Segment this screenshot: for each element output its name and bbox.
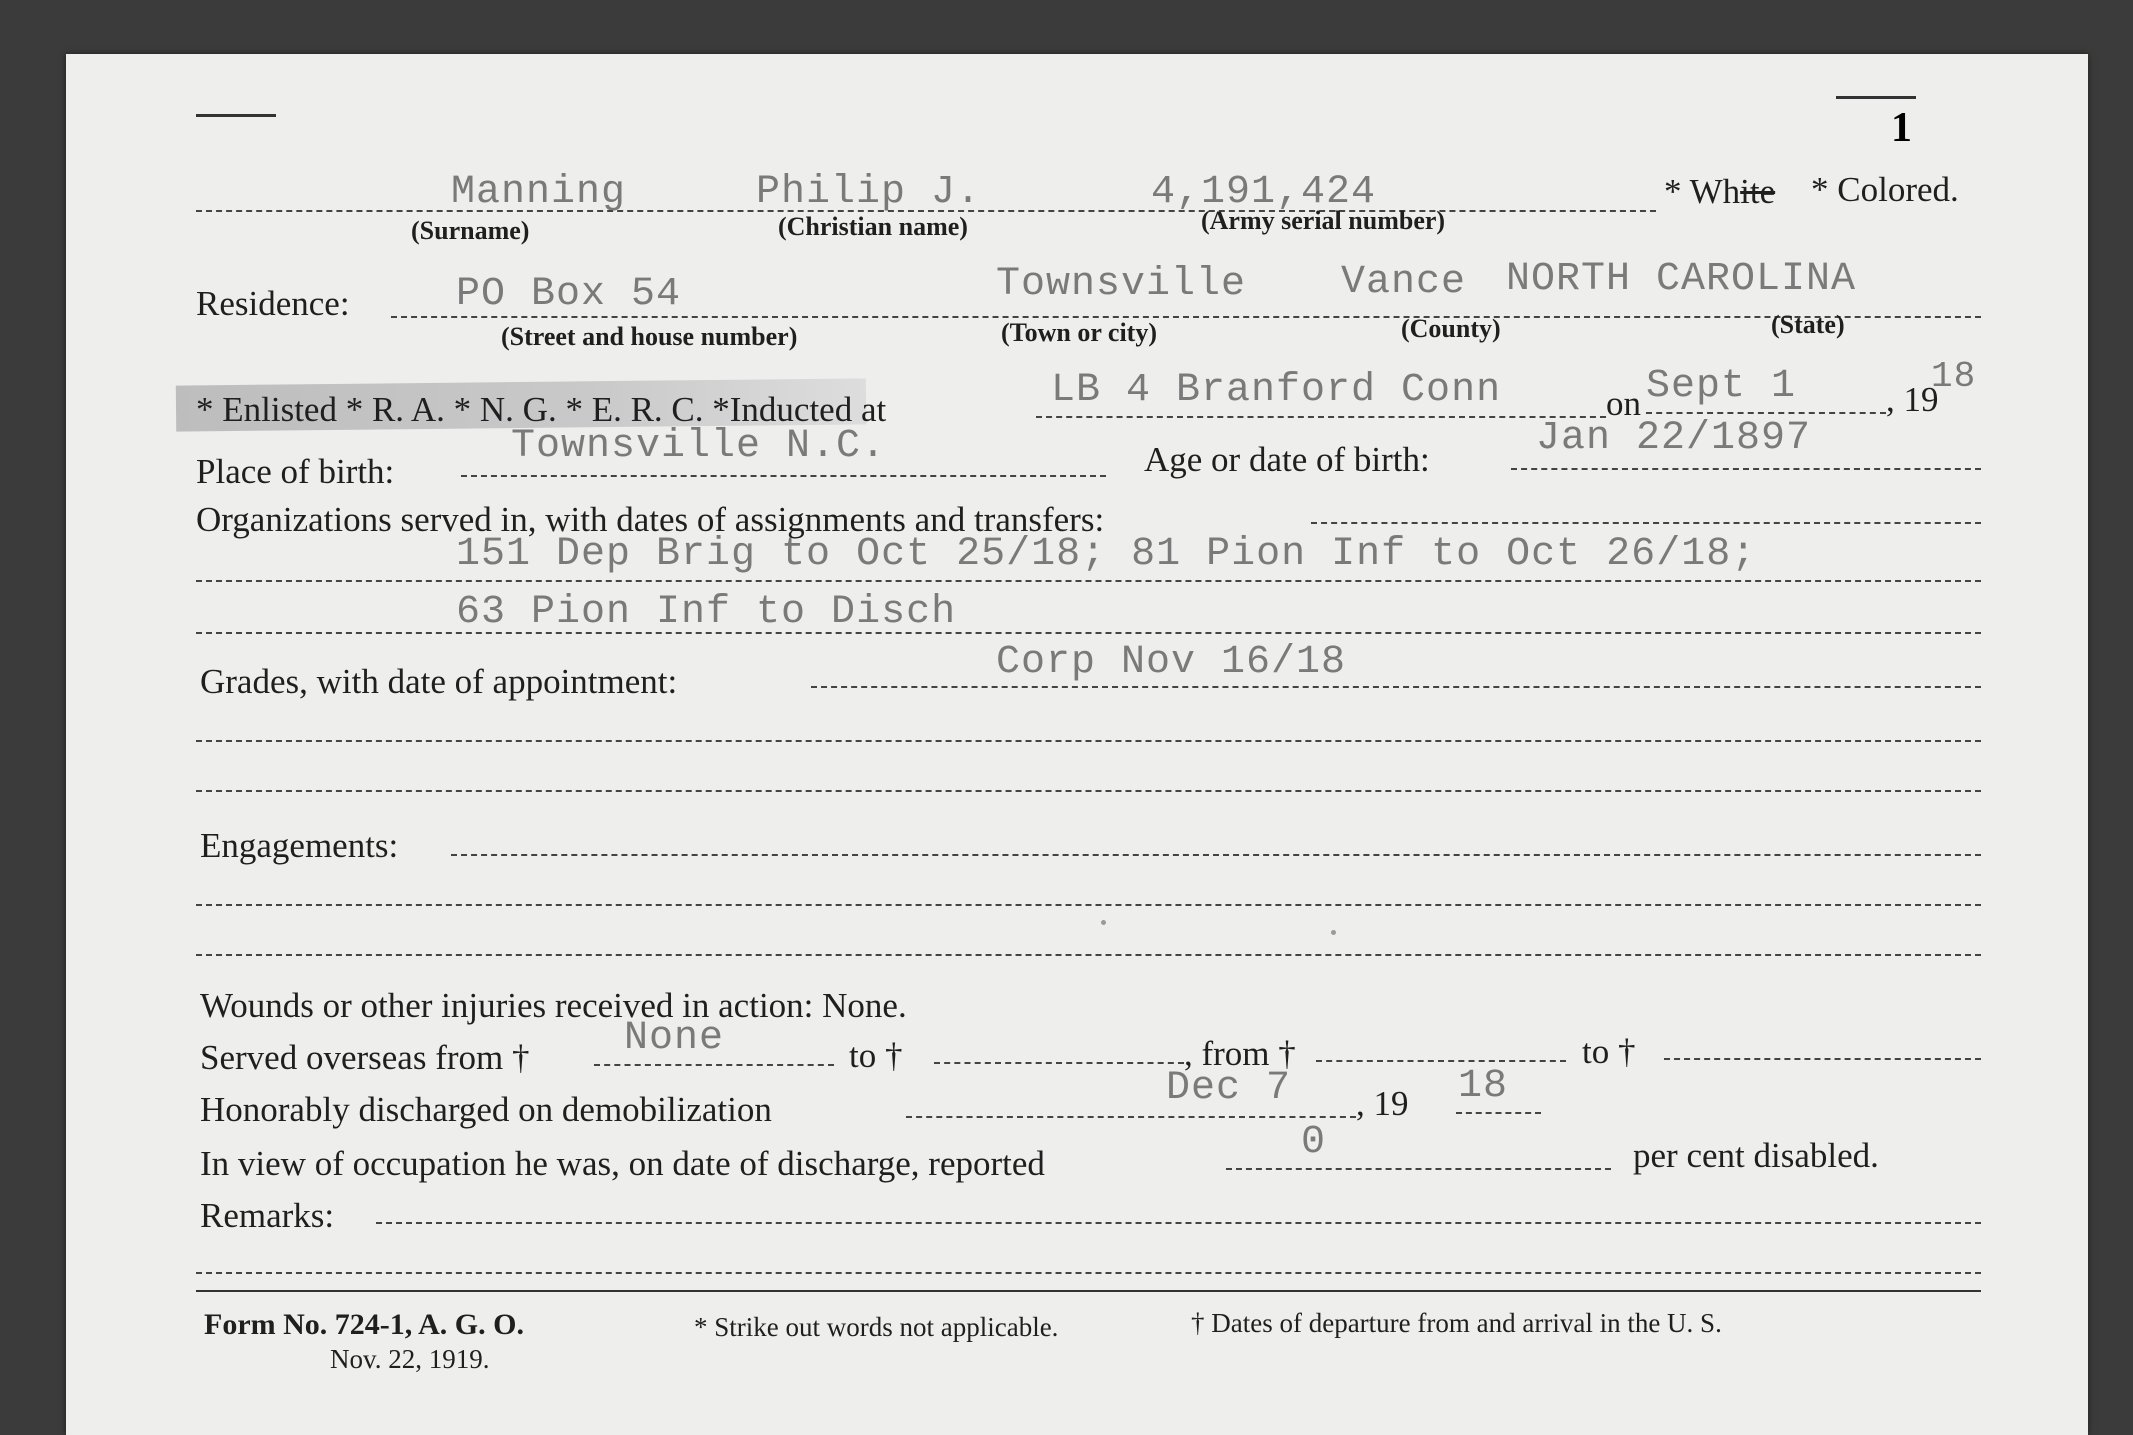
organizations-line-0 bbox=[1311, 522, 1981, 524]
disability-label: In view of occupation he was, on date of discharge, reported bbox=[200, 1144, 1045, 1183]
form-number: Form No. 724-1, A. G. O. bbox=[204, 1308, 524, 1341]
discharge-year-line bbox=[1456, 1112, 1541, 1114]
residence-line bbox=[391, 316, 1981, 318]
service-record-card bbox=[66, 54, 2088, 1435]
grades-line-1 bbox=[196, 740, 1981, 742]
county-value: Vance bbox=[1341, 260, 1467, 305]
overseas-to-label: to † bbox=[849, 1036, 903, 1075]
birth-date-line bbox=[1511, 468, 1981, 470]
christian-name-value: Philip J. bbox=[756, 170, 982, 215]
strike-note: * Strike out words not applicable. bbox=[694, 1312, 1059, 1342]
serial-number-value: 4,191,424 bbox=[1151, 170, 1377, 215]
county-caption: (County) bbox=[1401, 314, 1501, 343]
enlistment-date: Sept 1 bbox=[1646, 364, 1797, 409]
colored-label: * Colored. bbox=[1811, 170, 1959, 209]
residence-label: Residence: bbox=[196, 284, 350, 323]
grades-line-0 bbox=[811, 686, 1981, 688]
grades-line-2 bbox=[196, 790, 1981, 792]
age-label: Age or date of birth: bbox=[1144, 440, 1430, 479]
christian-caption: (Christian name) bbox=[778, 212, 968, 241]
place-of-birth-line bbox=[461, 475, 1106, 477]
card-number: 1 bbox=[1891, 105, 1912, 151]
overseas-from-value: None bbox=[624, 1016, 725, 1061]
discharge-year-suffix: 18 bbox=[1458, 1064, 1509, 1109]
grades-value: Corp Nov 16/18 bbox=[996, 640, 1347, 685]
disability-line bbox=[1226, 1168, 1611, 1170]
street-caption: (Street and house number) bbox=[501, 322, 798, 351]
surname-value: Manning bbox=[451, 170, 627, 215]
street-value: PO Box 54 bbox=[456, 272, 682, 317]
discharge-label: Honorably discharged on demobilization bbox=[200, 1090, 772, 1129]
organizations-line1: 151 Dep Brig to Oct 25/18; 81 Pion Inf to Oct 26/18; bbox=[456, 532, 1757, 577]
engagements-label: Engagements: bbox=[200, 826, 399, 865]
inducted-at-value: LB 4 Branford Conn bbox=[1051, 368, 1502, 413]
place-of-birth-label: Place of birth: bbox=[196, 452, 395, 491]
organizations-line-1 bbox=[196, 580, 1981, 582]
on-label: on bbox=[1606, 384, 1641, 423]
enlistment-year-prefix: , 19 bbox=[1886, 380, 1939, 419]
discharge-date: Dec 7 bbox=[1166, 1066, 1292, 1111]
white-label: * White bbox=[1664, 172, 1776, 211]
top-left-rule bbox=[196, 114, 276, 117]
enlistment-year-suffix: 18 bbox=[1931, 356, 1977, 397]
overseas-to-line bbox=[934, 1062, 1184, 1064]
top-right-rule bbox=[1836, 96, 1916, 99]
overseas-to2-line bbox=[1664, 1058, 1981, 1060]
organizations-line2: 63 Pion Inf to Disch bbox=[456, 590, 957, 635]
surname-caption: (Surname) bbox=[411, 216, 530, 245]
remarks-line-0 bbox=[376, 1222, 1981, 1224]
engagements-line-2 bbox=[196, 954, 1981, 956]
remarks-line-1 bbox=[196, 1272, 1981, 1274]
enlisted-label: * Enlisted * R. A. * N. G. * E. R. C. *Inducted at bbox=[196, 390, 887, 429]
overseas-to2-label: to † bbox=[1582, 1032, 1636, 1071]
disability-suffix: per cent disabled. bbox=[1633, 1136, 1879, 1175]
paper-speck bbox=[1331, 930, 1336, 935]
overseas-from-line bbox=[594, 1064, 834, 1066]
discharge-year-prefix: , 19 bbox=[1356, 1084, 1409, 1123]
disability-value: 0 bbox=[1301, 1120, 1327, 1165]
place-of-birth-value: Townsville N.C. bbox=[511, 424, 887, 469]
serial-caption: (Army serial number) bbox=[1201, 206, 1446, 235]
organizations-label: Organizations served in, with dates of assignments and transfers: bbox=[196, 500, 1105, 539]
paper-speck bbox=[1101, 920, 1106, 925]
town-caption: (Town or city) bbox=[1001, 318, 1157, 347]
birth-date-value: Jan 22/1897 bbox=[1536, 416, 1812, 461]
enlistment-date-line bbox=[1646, 412, 1886, 414]
state-value: NORTH CAROLINA bbox=[1506, 257, 1857, 302]
organizations-line-2 bbox=[196, 632, 1981, 634]
overseas-label: Served overseas from † bbox=[200, 1038, 530, 1077]
wounds-label: Wounds or other injuries received in action: None. bbox=[200, 986, 907, 1025]
remarks-label: Remarks: bbox=[200, 1196, 335, 1235]
inducted-line bbox=[1036, 416, 1606, 418]
footer-rule bbox=[196, 1290, 1981, 1292]
town-value: Townsville bbox=[996, 262, 1247, 307]
form-date: Nov. 22, 1919. bbox=[330, 1344, 490, 1374]
grades-label: Grades, with date of appointment: bbox=[200, 662, 678, 701]
state-caption: (State) bbox=[1771, 310, 1845, 339]
overseas-from2-label: , from † bbox=[1184, 1034, 1296, 1073]
engagements-line-1 bbox=[196, 904, 1981, 906]
engagements-line-0 bbox=[451, 854, 1981, 856]
dates-note: † Dates of departure from and arrival in the U. S. bbox=[1191, 1308, 1722, 1338]
discharge-date-line bbox=[906, 1116, 1356, 1118]
overseas-from2-line bbox=[1316, 1060, 1566, 1062]
